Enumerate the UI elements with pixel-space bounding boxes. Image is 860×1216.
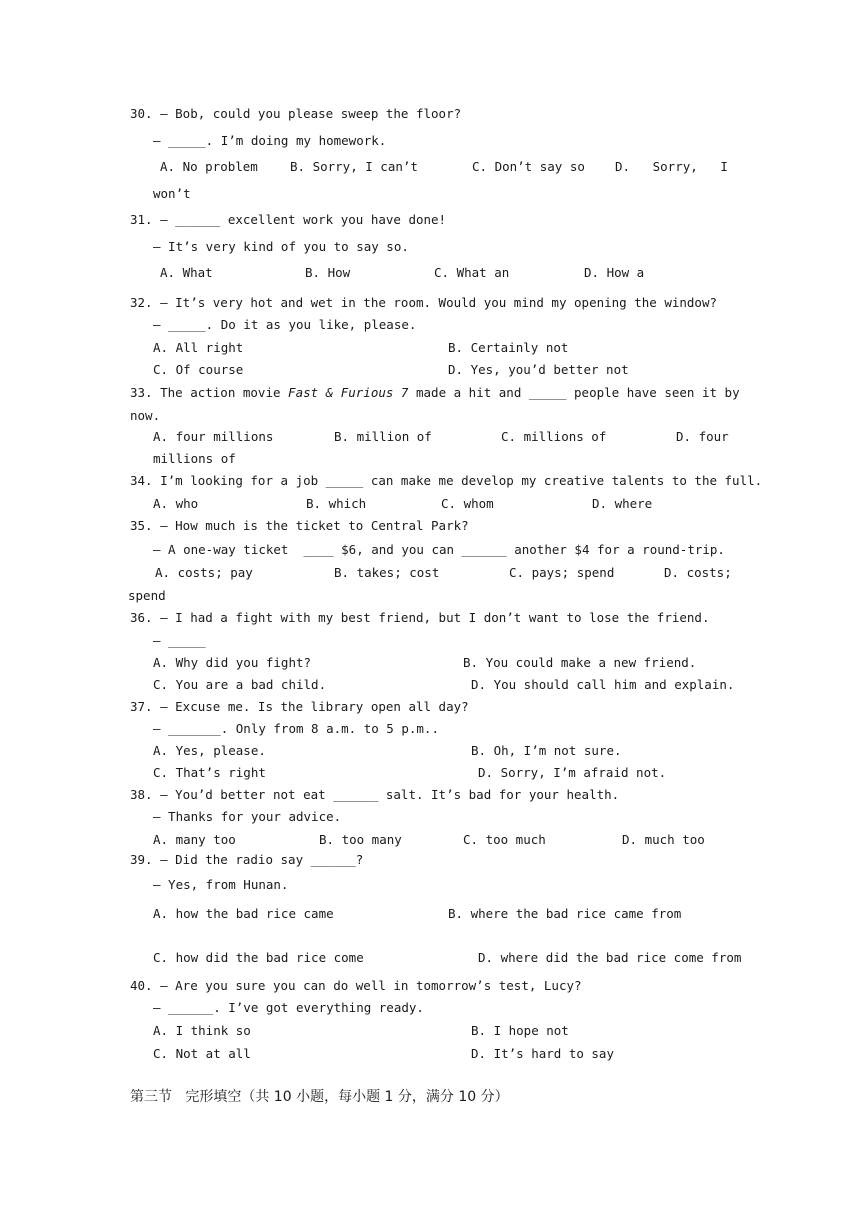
q36-option-d: D. You should call him and explain. xyxy=(471,677,735,692)
q34-option-b: B. which xyxy=(306,496,367,511)
q30-option-b: B. Sorry, I can’t xyxy=(290,159,418,174)
q32-option-a: A. All right xyxy=(153,340,244,355)
q39-option-c: C. how did the bad rice come xyxy=(153,950,364,965)
q30-option-a: A. No problem xyxy=(160,159,258,174)
q35-option-a: A. costs; pay xyxy=(155,565,253,580)
q36-option-a: A. Why did you fight? xyxy=(153,655,312,670)
q39-stem: 39. — Did the radio say ______? xyxy=(130,852,364,867)
q40-option-d: D. It’s hard to say xyxy=(471,1046,614,1061)
q33-movie-title: Fast & Furious 7 xyxy=(288,385,409,400)
q35-reply: — A one-way ticket ____ $6, and you can ______ another $4 for a round-trip. xyxy=(153,542,725,557)
q37-option-c: C. That’s right xyxy=(153,765,266,780)
section-3-heading: 第三节 完形填空（共 10 小题，每小题 1 分，满分 10 分） xyxy=(130,1089,509,1105)
q39-reply: — Yes, from Hunan. xyxy=(153,877,289,892)
q32-option-b: B. Certainly not xyxy=(448,340,569,355)
q37-stem: 37. — Excuse me. Is the library open all day? xyxy=(130,699,469,714)
q35-option-d-cont: spend xyxy=(128,588,166,603)
q40-option-c: C. Not at all xyxy=(153,1046,251,1061)
q33-stem xyxy=(130,385,740,401)
q33-option-c: C. millions of xyxy=(501,429,607,444)
q34-option-c: C. whom xyxy=(441,496,494,511)
q35-stem: 35. — How much is the ticket to Central Park? xyxy=(130,518,469,533)
q32-reply: — _____. Do it as you like, please. xyxy=(153,317,417,332)
q32-stem: 32. — It’s very hot and wet in the room. Would you mind my opening the window? xyxy=(130,295,717,310)
q35-option-c: C. pays; spend xyxy=(509,565,615,580)
q34-option-a: A. who xyxy=(153,496,199,511)
q40-option-b: B. I hope not xyxy=(471,1023,569,1038)
q39-option-d: D. where did the bad rice come from xyxy=(478,950,742,965)
q40-reply: — ______. I’ve got everything ready. xyxy=(153,1000,424,1015)
q31-option-d: D. How a xyxy=(584,265,645,280)
q34-option-d: D. where xyxy=(592,496,653,511)
q39-option-a: A. how the bad rice came xyxy=(153,906,334,921)
q36-option-c: C. You are a bad child. xyxy=(153,677,327,692)
q32-option-d: D. Yes, you’d better not xyxy=(448,362,629,377)
q36-option-b: B. You could make a new friend. xyxy=(463,655,697,670)
q37-option-a: A. Yes, please. xyxy=(153,743,266,758)
q36-stem: 36. — I had a fight with my best friend, but I don’t want to lose the friend. xyxy=(130,610,710,625)
q38-option-a: A. many too xyxy=(153,832,236,847)
q37-option-b: B. Oh, I’m not sure. xyxy=(471,743,622,758)
q38-stem: 38. — You’d better not eat ______ salt. It’s bad for your health. xyxy=(130,787,620,802)
q31-stem: 31. — ______ excellent work you have done! xyxy=(130,212,447,227)
q33-option-b: B. million of xyxy=(334,429,432,444)
q33-stem-post: made a hit and _____ people have seen it by xyxy=(408,385,740,400)
q37-reply: — _______. Only from 8 a.m. to 5 p.m.. xyxy=(153,721,439,736)
q31-option-a: A. What xyxy=(160,265,213,280)
q40-option-a: A. I think so xyxy=(153,1023,251,1038)
q30-option-c: C. Don’t say so xyxy=(472,159,585,174)
q38-option-b: B. too many xyxy=(319,832,402,847)
q33-stem-pre: 33. The action movie xyxy=(130,385,289,400)
q34-stem: 34. I’m looking for a job _____ can make me develop my creative talents to the full. xyxy=(130,473,763,488)
q37-option-d: D. Sorry, I’m afraid not. xyxy=(478,765,667,780)
q39-option-b: B. where the bad rice came from xyxy=(448,906,682,921)
q38-option-d: D. much too xyxy=(622,832,705,847)
q33-option-a: A. four millions xyxy=(153,429,274,444)
q38-option-c: C. too much xyxy=(463,832,546,847)
q35-option-b: B. takes; cost xyxy=(334,565,440,580)
q35-option-d: D. costs; xyxy=(664,565,732,580)
q30-option-d: D. Sorry, I xyxy=(615,159,728,174)
q30-option-d-cont: won’t xyxy=(153,186,191,201)
q38-reply: — Thanks for your advice. xyxy=(153,809,342,824)
q40-stem: 40. — Are you sure you can do well in tomorrow’s test, Lucy? xyxy=(130,978,582,993)
q31-option-c: C. What an xyxy=(434,265,510,280)
q32-option-c: C. Of course xyxy=(153,362,244,377)
q31-reply: — It’s very kind of you to say so. xyxy=(153,239,409,254)
q30-stem: 30. — Bob, could you please sweep the floor? xyxy=(130,106,462,121)
q33-option-d: D. four xyxy=(676,429,729,444)
q36-reply: — _____ xyxy=(153,633,206,648)
q33-option-d-cont: millions of xyxy=(153,451,236,466)
q30-reply: — _____. I’m doing my homework. xyxy=(153,133,387,148)
q31-option-b: B. How xyxy=(305,265,351,280)
q33-stem-cont: now. xyxy=(130,408,161,423)
